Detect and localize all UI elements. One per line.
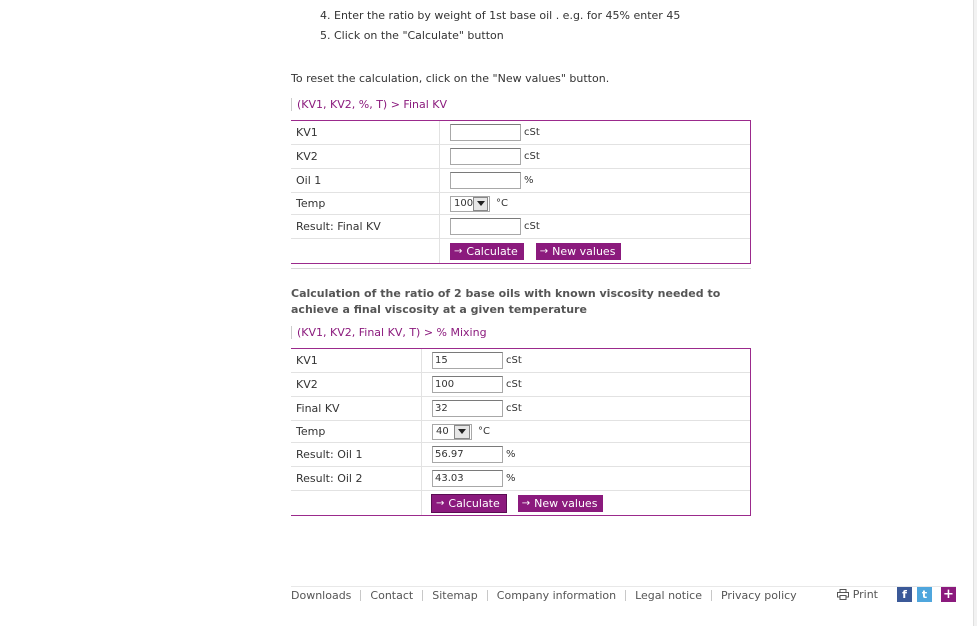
form1-row-temp	[291, 193, 750, 215]
final-kv-form	[291, 120, 751, 264]
form2-oil2-label: Result: Oil 2	[291, 467, 422, 490]
footer-separator	[487, 590, 488, 601]
footer-links	[291, 589, 797, 602]
chevron-down-icon[interactable]	[473, 197, 488, 211]
form1-divider	[291, 268, 751, 269]
form2-oil1-output[interactable]	[432, 446, 503, 463]
form2-kv2-input[interactable]	[432, 376, 503, 393]
form2-buttons-spacer	[291, 491, 422, 515]
print-label: Print	[852, 588, 878, 601]
footer-link-sitemap[interactable]: Sitemap	[432, 589, 478, 602]
form2-calculate-label: Calculate	[448, 496, 500, 510]
form1-kv1-label: KV1	[291, 121, 440, 144]
form2-oil2-unit: %	[506, 473, 516, 484]
footer	[291, 586, 956, 607]
form2-row-kv1	[291, 349, 750, 373]
form1-calculate-button[interactable]	[450, 243, 524, 260]
footer-link-downloads[interactable]: Downloads	[291, 589, 352, 602]
share-plus-icon[interactable]: +	[941, 587, 956, 602]
form2-new-values-button[interactable]	[518, 495, 604, 512]
form2-temp-label: Temp	[291, 421, 422, 442]
arrow-right-icon: →	[436, 497, 445, 509]
form2-final-kv-input[interactable]	[432, 400, 503, 417]
form2-calculate-button[interactable]	[432, 495, 506, 512]
form1-kv1-unit: cSt	[524, 127, 540, 138]
form2-kv1-label: KV1	[291, 349, 422, 372]
chevron-down-icon[interactable]	[454, 425, 470, 439]
form1-buttons-spacer	[291, 239, 440, 263]
form1-row-result	[291, 215, 750, 239]
footer-separator	[711, 590, 712, 601]
form2-row-temp	[291, 421, 750, 443]
form1-kv2-label: KV2	[291, 145, 440, 168]
print-link[interactable]	[837, 588, 878, 601]
footer-tools	[837, 587, 956, 602]
arrow-right-icon: →	[521, 497, 531, 509]
form1-kv1-input[interactable]	[450, 124, 521, 141]
form2-kv1-input[interactable]	[432, 352, 503, 369]
scrollbar-track[interactable]	[973, 0, 977, 626]
form1-temp-label: Temp	[291, 193, 440, 214]
form1-temp-select[interactable]	[450, 196, 490, 212]
form2-final-kv-unit: cSt	[506, 403, 522, 414]
instruction-steps	[320, 9, 680, 49]
form2-oil2-output[interactable]	[432, 470, 503, 487]
form2-kv2-unit: cSt	[506, 379, 522, 390]
form2-row-oil2	[291, 467, 750, 491]
facebook-icon[interactable]: f	[897, 587, 912, 602]
form1-temp-unit: °C	[496, 198, 508, 209]
form1-row-kv2	[291, 145, 750, 169]
form1-temp-selected: 100	[454, 198, 474, 209]
form1-oil1-label: Oil 1	[291, 169, 440, 192]
footer-link-company-information[interactable]: Company information	[496, 589, 617, 602]
footer-link-privacy-policy[interactable]: Privacy policy	[720, 589, 797, 602]
twitter-icon[interactable]: t	[917, 587, 932, 602]
form2-oil1-label: Result: Oil 1	[291, 443, 422, 466]
form1-oil1-input[interactable]	[450, 172, 521, 189]
form2-temp-select[interactable]	[432, 424, 472, 440]
form1-result-output[interactable]	[450, 218, 521, 235]
form2-oil1-unit: %	[506, 449, 516, 460]
form2-kv1-unit: cSt	[506, 355, 522, 366]
form2-row-buttons	[291, 491, 750, 515]
arrow-right-icon: →	[539, 245, 549, 257]
step-5: 5. Click on the "Calculate" button	[320, 29, 504, 42]
form2-heading: (KV1, KV2, Final KV, T) > % Mixing	[291, 326, 487, 339]
footer-separator	[360, 590, 361, 601]
form2-temp-unit: °C	[478, 426, 490, 437]
mixing-form	[291, 348, 751, 516]
form1-result-label: Result: Final KV	[291, 215, 440, 238]
footer-separator	[422, 590, 423, 601]
step-4: 4. Enter the ratio by weight of 1st base oil . e.g. for 45% enter 45	[320, 9, 681, 22]
form1-heading: (KV1, KV2, %, T) > Final KV	[291, 98, 447, 111]
form1-result-unit: cSt	[524, 221, 540, 232]
form1-kv2-input[interactable]	[450, 148, 521, 165]
form2-final-kv-label: Final KV	[291, 397, 422, 420]
form2-row-kv2	[291, 373, 750, 397]
footer-link-legal-notice[interactable]: Legal notice	[635, 589, 702, 602]
arrow-right-icon: →	[454, 245, 463, 257]
form1-oil1-unit: %	[524, 175, 534, 186]
reset-note: To reset the calculation, click on the "New values" button.	[291, 72, 610, 85]
form2-temp-selected: 40	[436, 426, 449, 437]
form1-new-values-button[interactable]	[536, 243, 622, 260]
form1-new-values-label: New values	[552, 244, 616, 258]
printer-icon	[837, 589, 849, 600]
section2-title: Calculation of the ratio of 2 base oils with known viscosity needed to achieve a final viscosity at a given temperature	[291, 287, 721, 316]
form1-row-buttons	[291, 239, 750, 263]
footer-separator	[625, 590, 626, 601]
form1-row-kv1	[291, 121, 750, 145]
form2-new-values-label: New values	[534, 496, 598, 510]
footer-link-contact[interactable]: Contact	[370, 589, 414, 602]
form1-row-oil1	[291, 169, 750, 193]
form1-calculate-label: Calculate	[466, 244, 518, 258]
form2-kv2-label: KV2	[291, 373, 422, 396]
form1-kv2-unit: cSt	[524, 151, 540, 162]
form2-row-oil1	[291, 443, 750, 467]
form2-row-final-kv	[291, 397, 750, 421]
